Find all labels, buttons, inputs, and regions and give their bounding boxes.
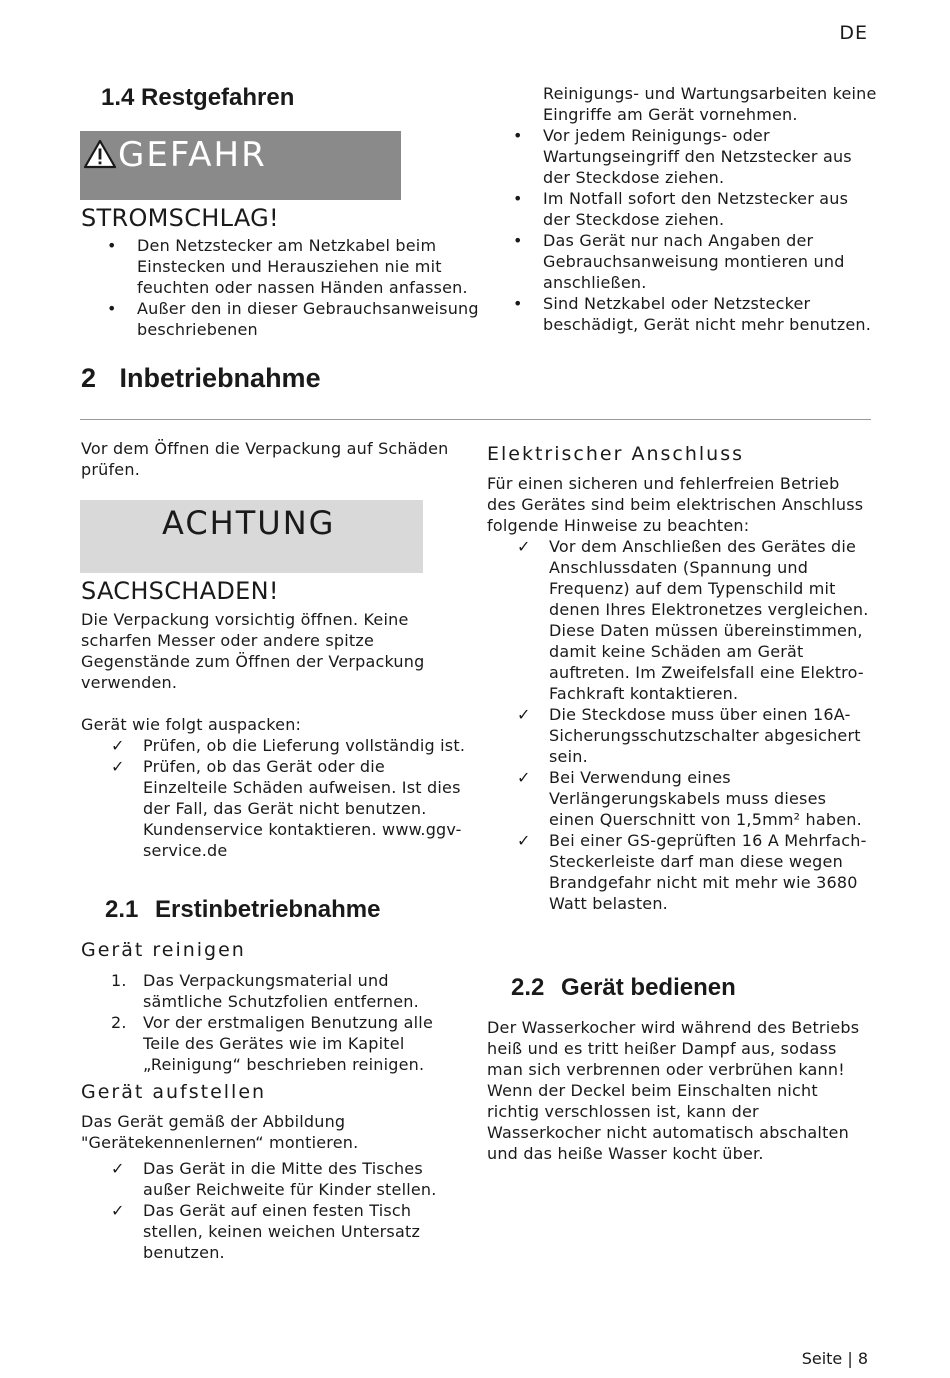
list-item: ✓ Das Gerät auf einen festen Tisch stellen, keinen weichen Untersatz benutzen. bbox=[111, 1201, 421, 1262]
subheading-electrical: Elektrischer Anschluss bbox=[487, 443, 744, 465]
danger-label: GEFAHR bbox=[118, 135, 267, 175]
caution-label: ACHTUNG bbox=[162, 504, 336, 542]
operate-paragraph-2: Wenn der Deckel beim Einschalten nicht richtig verschlossen ist, kann der Wasserkocher nicht automatisch abschalten und das heiße Wasser kocht über. bbox=[487, 1081, 849, 1163]
electrical-block bbox=[487, 473, 872, 914]
list-item: ✓ Prüfen, ob die Lieferung vollständig ist. bbox=[111, 736, 466, 755]
list-item: 1. Das Verpackungsmaterial und sämtliche Schutzfolien entfernen. bbox=[111, 971, 419, 1011]
subheading-setup: Gerät aufstellen bbox=[81, 1081, 267, 1103]
list-item: • Im Notfall sofort den Netzstecker aus der Steckdose ziehen. bbox=[487, 188, 877, 230]
section-title: Gerät bedienen bbox=[561, 974, 736, 1001]
section-number: 2 bbox=[81, 363, 97, 393]
operate-text bbox=[487, 1017, 867, 1164]
check-icon: ✓ bbox=[111, 736, 125, 755]
subheading-clean: Gerät reinigen bbox=[81, 939, 246, 961]
clean-steps bbox=[81, 970, 471, 1075]
page-number: Seite | 8 bbox=[801, 1349, 868, 1368]
operate-paragraph-1: Der Wasserkocher wird während des Betriebs heiß und es tritt heißer Dampf aus, sodass man sich verbrennen oder verbrühen kann! bbox=[487, 1018, 860, 1079]
section-heading-2-1 bbox=[105, 896, 380, 924]
check-icon: ✓ bbox=[111, 1201, 125, 1220]
section-number: 2.2 bbox=[511, 974, 545, 1001]
check-icon: ✓ bbox=[111, 1159, 125, 1178]
danger-title: STROMSCHLAG! bbox=[81, 204, 279, 232]
list-item: • Den Netzstecker am Netzkabel beim Einstecken und Herausziehen nie mit feuchten oder nassen Händen anfassen. bbox=[81, 235, 481, 298]
list-item: • Außer den in dieser Gebrauchsanweisung beschriebenen bbox=[81, 298, 481, 340]
list-continuation: Reinigungs- und Wartungsarbeiten keine Eingriffe am Gerät vornehmen. bbox=[543, 84, 877, 124]
unpack-block bbox=[81, 714, 471, 861]
caution-banner bbox=[80, 500, 423, 573]
section-title: Erstinbetriebnahme bbox=[155, 896, 381, 923]
list-item: • Das Gerät nur nach Angaben der Gebrauchsanweisung montieren und anschließen. bbox=[487, 230, 877, 293]
section-number: 2.1 bbox=[105, 896, 139, 923]
section-heading-2-2 bbox=[511, 974, 736, 1002]
section-heading-2 bbox=[81, 363, 321, 394]
list-item: ✓ Vor dem Anschließen des Gerätes die Anschlussdaten (Spannung und Frequenz) auf dem Typenschild mit denen Ihres Elektronetzes vergleichen. Diese Daten müssen übereinstimmen, damit keine Schäden am Gerät auftreten. Im Zweifelsfall eine Elektro-Fachkraft kontaktieren. bbox=[517, 537, 869, 703]
list-item: • Vor jedem Reinigungs- oder Wartungseingriff den Netzstecker aus der Steckdose ziehen. bbox=[487, 125, 877, 188]
check-icon: ✓ bbox=[517, 831, 531, 850]
unpack-intro: Gerät wie folgt auspacken: bbox=[81, 715, 302, 734]
warning-triangle-icon bbox=[83, 139, 117, 169]
check-icon: ✓ bbox=[517, 768, 531, 787]
danger-banner bbox=[80, 131, 401, 200]
list-item: ✓ Das Gerät in die Mitte des Tisches außer Reichweite für Kinder stellen. bbox=[111, 1159, 437, 1199]
section-title: Inbetriebnahme bbox=[119, 363, 321, 393]
check-icon: ✓ bbox=[517, 537, 531, 556]
list-item: 2. Vor der erstmaligen Benutzung alle Teile des Gerätes wie im Kapitel „Reinigung“ beschrieben reinigen. bbox=[111, 1013, 433, 1074]
list-item: ✓ Die Steckdose muss über einen 16A-Sicherungsschutzschalter abgesichert sein. bbox=[517, 705, 861, 766]
inbetriebnahme-intro: Vor dem Öffnen die Verpackung auf Schäden prüfen. bbox=[81, 439, 449, 479]
setup-intro: Das Gerät gemäß der Abbildung "Gerätekennenlernen“ montieren. bbox=[81, 1112, 359, 1152]
setup-list bbox=[81, 1158, 471, 1263]
danger-list-left bbox=[81, 235, 481, 340]
list-item: ✓ Prüfen, ob das Gerät oder die Einzelteile Schäden aufweisen. Ist dies der Fall, das Gerät nicht benutzen. Kundenservice kontaktieren. www.ggv-service.de bbox=[111, 757, 462, 860]
language-code: DE bbox=[839, 22, 868, 44]
list-item: ✓ Bei Verwendung eines Verlängerungskabels muss dieses einen Querschnitt von 1,5mm² haben. bbox=[517, 768, 862, 829]
list-item: • Sind Netzkabel oder Netzstecker beschädigt, Gerät nicht mehr benutzen. bbox=[487, 293, 877, 335]
caution-text: Die Verpackung vorsichtig öffnen. Keine scharfen Messer oder andere spitze Gegenstände zum Öffnen der Verpackung verwenden. bbox=[81, 610, 425, 692]
check-icon: ✓ bbox=[111, 757, 125, 776]
section-divider bbox=[80, 419, 871, 420]
check-icon: ✓ bbox=[517, 705, 531, 724]
danger-list-right bbox=[487, 83, 877, 335]
list-item: ✓ Bei einer GS-geprüften 16 A Mehrfach-Steckerleiste darf man diese wegen Brandgefahr nicht mit mehr wie 3680 Watt belasten. bbox=[517, 831, 867, 913]
section-heading-1-4: 1.4 Restgefahren bbox=[101, 84, 295, 111]
electrical-intro: Für einen sicheren und fehlerfreien Betrieb des Gerätes sind beim elektrischen Anschluss folgende Hinweise zu beachten: bbox=[487, 474, 864, 535]
caution-title: SACHSCHADEN! bbox=[81, 577, 279, 605]
